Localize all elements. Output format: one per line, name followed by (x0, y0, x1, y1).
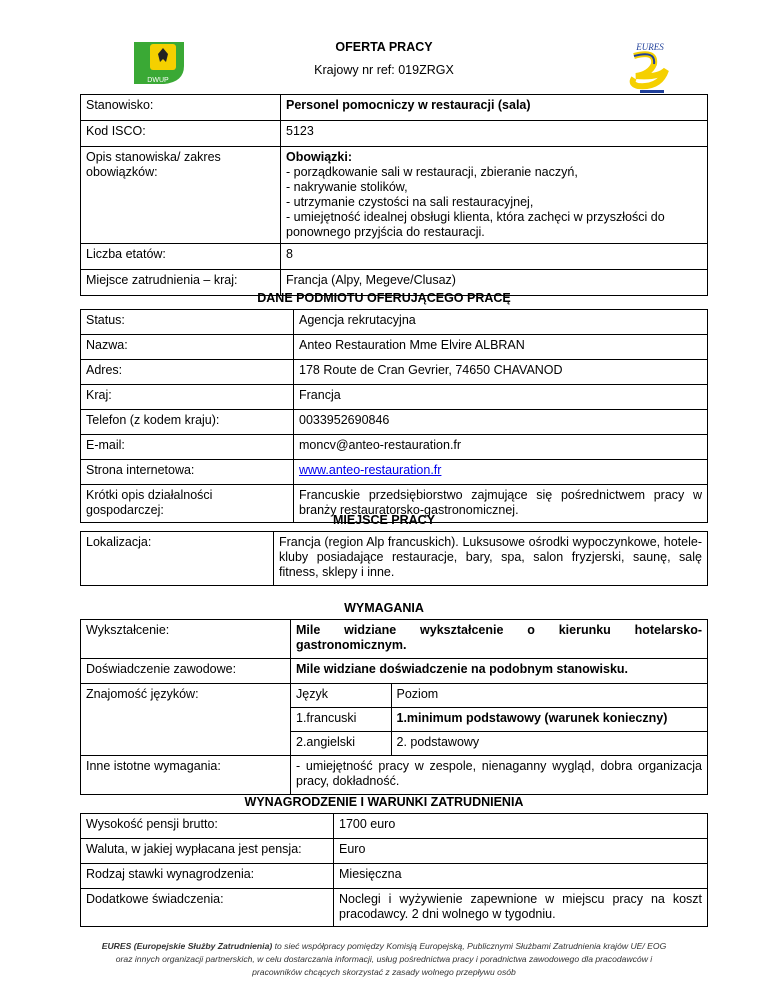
language-level: 2. podstawowy (391, 732, 707, 756)
requirements-heading: WYMAGANIA (344, 601, 424, 615)
position-value: Personel pomocniczy w restauracji (sala) (281, 95, 708, 121)
languages-label: Znajomość języków: (81, 684, 291, 756)
other-requirements-value: - umiejętność pracy w zespole, nienaganny wygląd, dobra organizacja pracy, dokładność. (291, 756, 708, 795)
duties-heading: Obowiązki: (286, 150, 352, 164)
education-label: Wykształcenie: (81, 620, 291, 659)
benefits-label: Dodatkowe świadczenia: (81, 889, 334, 927)
employer-table (80, 309, 708, 523)
name-label: Nazwa: (81, 335, 294, 360)
country-label: Kraj: (81, 385, 294, 410)
workplace-heading: MIEJSCE PRACY (332, 513, 436, 527)
phone-label: Telefon (z kodem kraju): (81, 410, 294, 435)
footer-line: pracowników chcących skorzystać z zasady wolnego przepływu osób (252, 967, 516, 977)
rate-type-value: Miesięczna (334, 864, 708, 889)
eures-footer (60, 940, 708, 979)
table-row (81, 310, 708, 335)
experience-value: Mile widziane doświadczenie na podobnym stanowisku. (291, 659, 708, 684)
benefits-value: Noclegi i wyżywienie zapewnione w miejscu pracy na koszt pracodawcy. 2 dni wolnego w tygodniu. (334, 889, 708, 927)
duty-line: - utrzymanie czystości na sali restauracyjnej, (286, 195, 534, 209)
table-row (81, 620, 708, 659)
duty-line: - umiejętność idealnej obsługi klienta, która zachęci w przyszłości do ponownego przyjścia do restauracji. (286, 210, 665, 239)
table-row (81, 360, 708, 385)
address-label: Adres: (81, 360, 294, 385)
gross-salary-value: 1700 euro (334, 814, 708, 839)
table-row (81, 864, 708, 889)
table-row (291, 708, 707, 732)
table-row (81, 435, 708, 460)
document-title: OFERTA PRACY (335, 40, 433, 54)
name-value: Anteo Restauration Mme Elvire ALBRAN (294, 335, 708, 360)
employer-heading: DANE PODMIOTU OFERUJĄCEGO PRACĘ (257, 291, 511, 305)
address-value: 178 Route de Cran Gevrier, 74650 CHAVANOD (294, 360, 708, 385)
table-row (81, 659, 708, 684)
table-row (81, 814, 708, 839)
language-header: Język (291, 684, 391, 708)
table-row (81, 460, 708, 485)
other-requirements-label: Inne istotne wymagania: (81, 756, 291, 795)
table-row (81, 839, 708, 864)
table-row (291, 732, 707, 756)
duty-line: - porządkowanie sali w restauracji, zbieranie naczyń, (286, 165, 578, 179)
footer-line (60, 940, 708, 953)
table-row (81, 385, 708, 410)
position-label: Stanowisko: (81, 95, 281, 121)
isco-value: 5123 (281, 121, 708, 147)
level-header: Poziom (391, 684, 707, 708)
email-label: E-mail: (81, 435, 294, 460)
table-row (81, 244, 708, 270)
job-table (80, 94, 708, 296)
duty-line: - nakrywanie stolików, (286, 180, 408, 194)
gross-salary-label: Wysokość pensji brutto: (81, 814, 334, 839)
location-country-label: Miejsce zatrudnienia – kraj: (81, 270, 281, 296)
location-country-value: Francja (Alpy, Megeve/Clusaz) (281, 270, 708, 296)
svg-text:DWUP: DWUP (147, 77, 169, 84)
location-label: Lokalizacja: (81, 532, 274, 586)
country-value: Francja (294, 385, 708, 410)
language-level: 1.minimum podstawowy (warunek konieczny) (391, 708, 707, 732)
table-row (81, 121, 708, 147)
footer-line: oraz innych organizacji partnerskich, w celu dostarczania informacji, usług pośrednictwa pracy i poradnictwa zawodowego dla pracodawców i (115, 954, 653, 964)
currency-value: Euro (334, 839, 708, 864)
table-row (81, 335, 708, 360)
salary-heading: WYNAGRODZENIE I WARUNKI ZATRUDNIENIA (244, 795, 524, 809)
languages-cell (291, 684, 708, 756)
languages-table (291, 684, 707, 755)
business-description-label: Krótki opis działalności gospodarczej: (81, 485, 294, 523)
table-row (81, 532, 708, 586)
salary-table (80, 813, 708, 927)
email-value: moncv@anteo-restauration.fr (294, 435, 708, 460)
workplace-table (80, 531, 708, 586)
business-description-value: Francuskie przedsiębiorstwo zajmujące się pośrednictwem pracy w branży restauratorsko-gastronomicznej. (294, 485, 708, 523)
language-name: 1.francuski (296, 711, 357, 725)
website-label: Strona internetowa: (81, 460, 294, 485)
currency-label: Waluta, w jakiej wypłacana jest pensja: (81, 839, 334, 864)
website-link[interactable]: www.anteo-restauration.fr (299, 463, 442, 477)
status-label: Status: (81, 310, 294, 335)
location-value: Francja (region Alp francuskich). Luksusowe ośrodki wypoczynkowe, hotele-kluby posiadające restauracje, bary, spa, salon fryzjerski, saunę, salę fitness, sklepy i inne. (274, 532, 708, 586)
table-row (81, 147, 708, 244)
table-row (81, 95, 708, 121)
rate-type-label: Rodzaj stawki wynagrodzenia: (81, 864, 334, 889)
svg-text:EURES: EURES (636, 42, 664, 52)
language-name: 2.angielski (291, 732, 391, 756)
isco-label: Kod ISCO: (81, 121, 281, 147)
reference-number: Krajowy nr ref: 019ZRGX (314, 63, 454, 77)
footer-eures-name: EURES (Europejskie Służby Zatrudnienia) (101, 941, 273, 951)
footer-line1-rest: to sieć współpracy pomiędzy Komisją Europejską, Publicznymi Służbami Zatrudnienia krajów UE/ EOG (272, 941, 667, 951)
experience-label: Doświadczenie zawodowe: (81, 659, 291, 684)
requirements-table (80, 619, 708, 795)
table-row (81, 756, 708, 795)
phone-value: 0033952690846 (294, 410, 708, 435)
positions-count-label: Liczba etatów: (81, 244, 281, 270)
duties-label: Opis stanowiska/ zakres obowiązków: (81, 147, 281, 244)
table-row (81, 889, 708, 927)
table-row (81, 684, 708, 756)
duties-value (281, 147, 708, 244)
education-value: Mile widziane wykształcenie o kierunku hotelarsko-gastronomicznym. (291, 620, 708, 659)
status-value: Agencja rekrutacyjna (294, 310, 708, 335)
table-row (81, 410, 708, 435)
positions-count-value: 8 (281, 244, 708, 270)
table-row (291, 684, 707, 708)
